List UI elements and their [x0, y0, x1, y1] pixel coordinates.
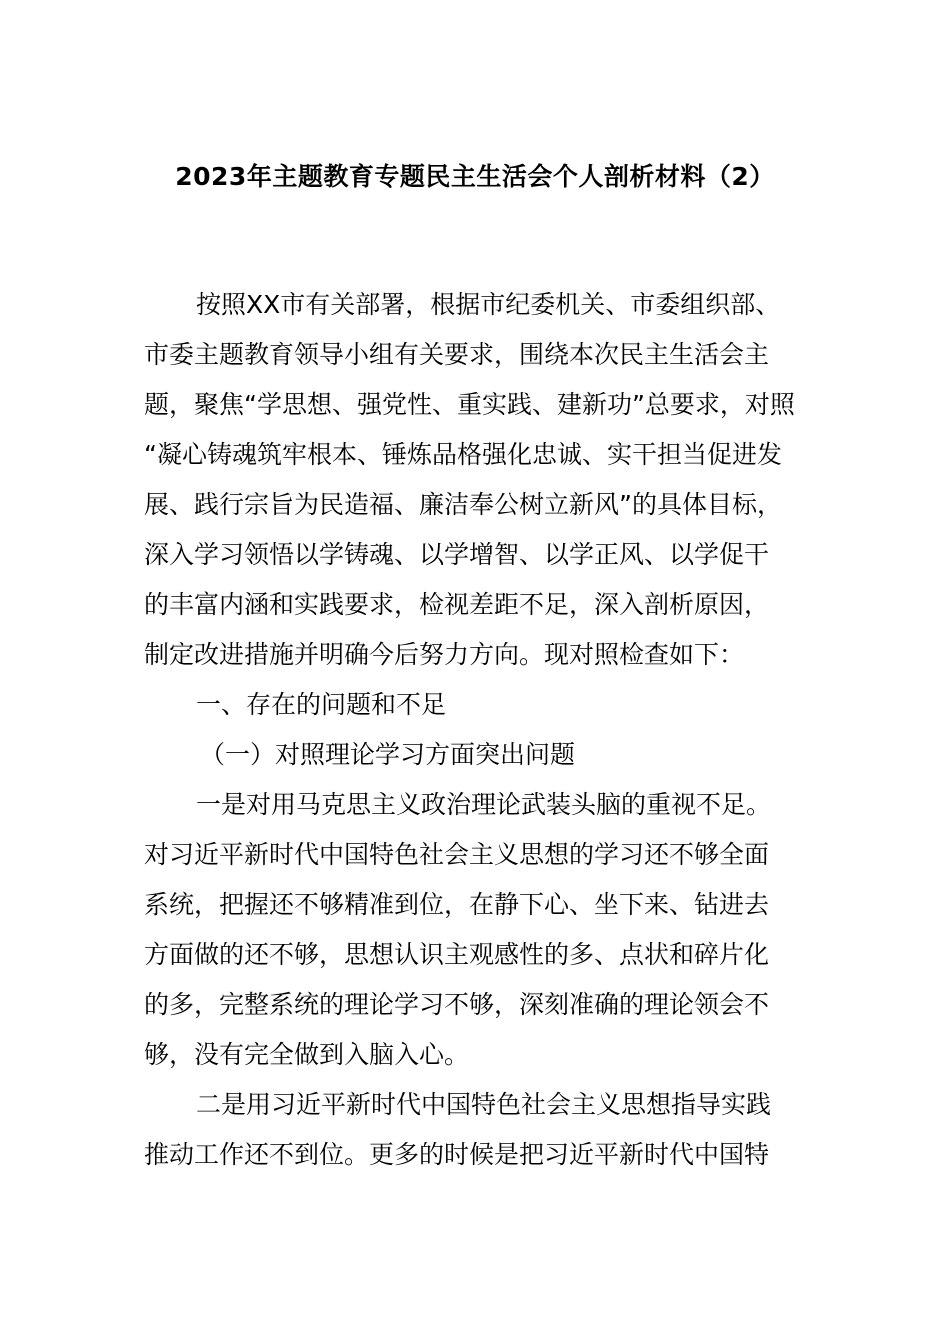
paragraph-line: 展、践行宗旨为民造福、廉洁奉公树立新风”的具体目标，	[144, 490, 782, 519]
document-title: 2023年主题教育专题民主生活会个人剖析材料（2）	[175, 162, 775, 191]
subsection-heading: （一）对照理论学习方面突出问题	[200, 740, 576, 769]
paragraph-line: 系统，把握还不够精准到位，在静下心、坐下来、钻进去	[144, 890, 770, 919]
paragraph-line: 市委主题教育领导小组有关要求，围绕本次民主生活会主	[144, 340, 770, 369]
paragraph-line: 一是对用马克思主义政治理论武装头脑的重视不足。	[196, 790, 772, 819]
paragraph-line: “凝心铸魂筑牢根本、锤炼品格强化忠诚、实干担当促进发	[144, 440, 782, 469]
paragraph-line: 按照XX市有关部署，根据市纪委机关、市委组织部、	[196, 290, 781, 319]
paragraph-line: 方面做的还不够，思想认识主观感性的多、点状和碎片化	[144, 940, 770, 969]
paragraph-line: 够，没有完全做到入脑入心。	[144, 1040, 470, 1069]
paragraph-line: 的丰富内涵和实践要求，检视差距不足，深入剖析原因，	[144, 590, 770, 619]
paragraph-line: 题，聚焦“学思想、强党性、重实践、建新功”总要求，对照	[144, 390, 795, 419]
section-heading: 一、存在的问题和不足	[196, 690, 447, 719]
paragraph-line: 对习近平新时代中国特色社会主义思想的学习还不够全面	[144, 840, 770, 869]
paragraph-line: 二是用习近平新时代中国特色社会主义思想指导实践	[196, 1090, 772, 1119]
paragraph-line: 制定改进措施并明确今后努力方向。现对照检查如下：	[144, 640, 745, 669]
paragraph-line: 推动工作还不到位。更多的时候是把习近平新时代中国特	[144, 1140, 770, 1169]
document-body	[144, 280, 806, 1180]
paragraph-line: 深入学习领悟以学铸魂、以学增智、以学正风、以学促干	[144, 540, 770, 569]
paragraph-line: 的多，完整系统的理论学习不够，深刻准确的理论领会不	[144, 990, 770, 1019]
